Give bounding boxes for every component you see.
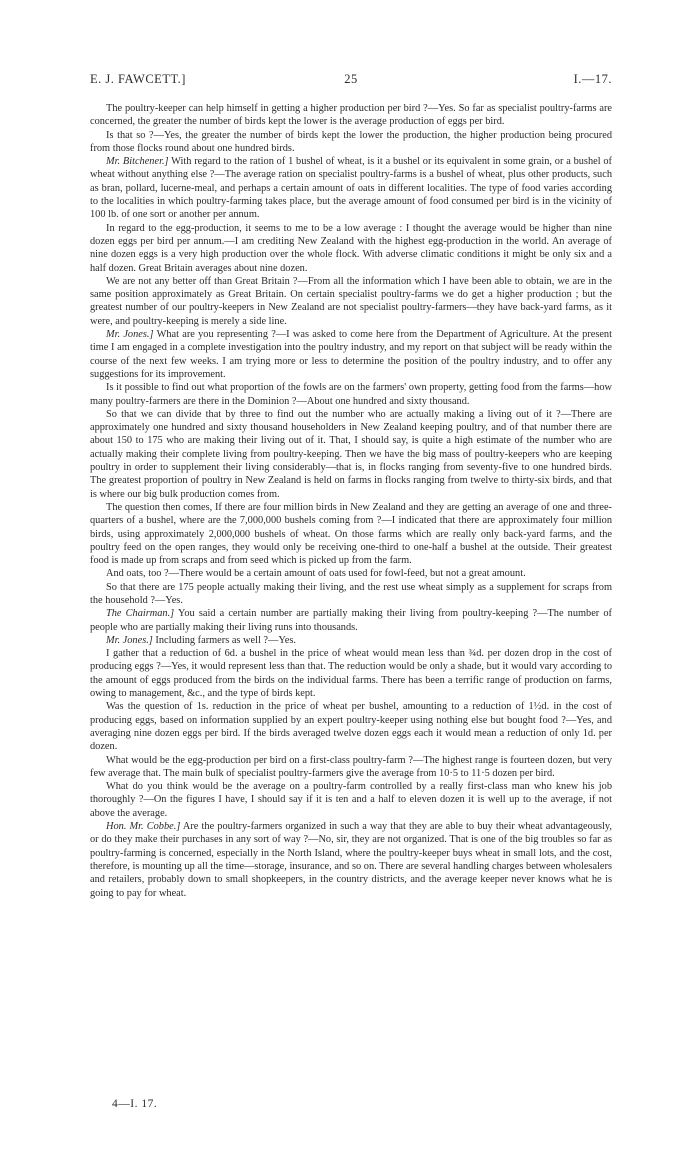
paragraph-text: What would be the egg-production per bird on a first-class poultry-farm ?—The highest range is fourteen dozen, but very few average that. The main bulk of specialist poultry-farmers give the average from 10·5 to 11·5 dozen per bird. <box>90 754 612 779</box>
speaker-name: The Chairman.] <box>106 608 175 620</box>
speaker-name: Mr. Bitchener.] <box>106 156 169 168</box>
header-page-number: 25 <box>344 72 358 86</box>
paragraph-text: What are you representing ?—I was asked to come here from the Department of Agriculture. At the present time I am engaged in a complete investigation into the poultry industry, and my report on that subject will be ready within the course of the next few weeks. I am trying more or less to determine the position of the poultry industry, and to offer any suggestions for its improvement. <box>90 329 612 380</box>
paragraph-text: I gather that a reduction of 6d. a bushel in the price of wheat would mean less than ¾d. per dozen drop in the cost of producing eggs ?—Yes, it would represent less than that. The reduction would be only a shade, but it would vary according to the amount of eggs produced from the birds on the individual farms. There has been a terrific range of production on farms, owing to management, &c., and the type of birds kept. <box>90 648 612 700</box>
paragraph <box>90 607 612 634</box>
paragraph-text: Is it possible to find out what proportion of the fowls are on the farmers' own property, getting food from the farms—how many poultry-farmers are there in the Dominion ?—About one hundred and sixty thousand. <box>90 382 612 407</box>
page-footer-signature: 4—I. 17. <box>112 1098 158 1110</box>
paragraph <box>90 700 612 753</box>
speaker-name: Mr. Jones.] <box>106 634 153 646</box>
paragraph <box>90 102 612 129</box>
header-paper-reference: I.—17. <box>573 72 612 86</box>
paragraph-text: What do you think would be the average on a poultry-farm controlled by a really first-class man who knew his job thoroughly ?—On the figures I have, I should say if it is ten and a half to eleven dozen it is well up to the average, if not above the average. <box>90 781 612 819</box>
paragraph <box>90 408 612 501</box>
paragraph <box>90 780 612 820</box>
paragraph <box>90 222 612 275</box>
paragraph-text: In regard to the egg-production, it seems to me to be a low average : I thought the average would be higher than nine dozen eggs per bird per annum.—I am crediting New Zealand with the highest egg-production in the world. An average of nine dozen eggs is a very high production over the whole flock. With adverse climatic conditions it might be only six and a half dozen. Great Britain averages about nine dozen. <box>90 222 612 274</box>
paragraph <box>90 754 612 781</box>
paragraph <box>90 581 612 608</box>
paragraph <box>90 381 612 408</box>
speaker-name: Hon. Mr. Cobbe.] <box>106 821 181 833</box>
paragraph-text: Including farmers as well ?—Yes. <box>152 634 296 646</box>
paragraph <box>90 328 612 381</box>
paragraph-text: Was the question of 1s. reduction in the price of wheat per bushel, amounting to a reduction of 1½d. in the cost of producing eggs, based on information supplied by an expert poultry-keeper using nothing else but bought food ?—Yes, and averaging nine dozen eggs per bird. If the birds averaged twelve dozen eggs each it would mean a reduction of only 1d. per dozen. <box>90 701 612 753</box>
speaker-name: Mr. Jones.] <box>106 329 154 341</box>
paragraph <box>90 647 612 700</box>
paragraph-text: With regard to the ration of 1 bushel of wheat, is it a bushel or its equivalent in some grain, or a bushel of wheat without anything else ?—The average ration on specialist poultry-farms is a bushel of wheat, plus other products, such as bran, pollard, lucerne-meal, and perhaps a certain amount of oats in different localities. The type of food varies according to the localities in which poultry-farming takes place, but the average amount of food consumed per bird is in the vicinity of 100 lb. of one sort or another per annum. <box>90 156 613 221</box>
paragraph <box>90 501 612 567</box>
paragraph-text: Is that so ?—Yes, the greater the number of birds kept the lower the production, the higher production being procured from those flocks round about one hundred birds. <box>90 129 612 154</box>
paragraph <box>90 155 612 221</box>
evidence-body <box>90 102 612 900</box>
paragraph <box>90 567 612 580</box>
paragraph-text: Are the poultry-farmers organized in such a way that they are able to buy their wheat advantageously, or do they make their purchases in any sort of way ?—No, sir, they are not organized. That is one of the big troubles so far as poultry-farming is concerned, especially in the North Island, where the poultry-keeper buys wheat in small lots, and the cost, therefore, is mounting up all the time—storage, insurance, and so on. There are several handling charges between wholesalers and retailers, probably down to small shopkeepers, in the country districts, and the average keeper never knows what he is going to pay for wheat. <box>90 821 612 899</box>
paragraph-text: So that we can divide that by three to find out the number who are actually making a living out of it ?—There are approximately one hundred and sixty thousand householders in New Zealand keeping poultry, and of that number there are about 150 to 175 who are making their living out of it. That, I should say, is quite a high estimate of the number who are actually making their complete living from poultry-keeping. Then we have the big mass of poultry-keepers who are keeping poultry in order to supplement their living considerably—that is, in flocks ranging from seventy-five to one hundred birds. The greatest proportion of poultry in New Zealand is held on farms in flocks ranging from twelve to thirty-six birds, and that is where our big bulk production comes from. <box>90 408 612 500</box>
paragraph-text: The question then comes, If there are four million birds in New Zealand and they are getting an average of one and three-quarters of a bushel, where are the 7,000,000 bushels coming from ?—I indicated that there are approximately four million birds, using approximately 2,000,000 bushels of wheat. On those farms which are really only back-yard farms, and the poultry feed on the open ranges, they would only be receiving one-third to one-half a bushel at the outside. Their greatest food is made up from scraps and from seed which is picked up from the farm. <box>90 501 612 567</box>
paragraph <box>90 634 612 647</box>
paragraph-text: You said a certain number are partially making their living from poultry-keeping ?—The number of people who are partially making their living runs into thousands. <box>90 608 612 633</box>
paragraph-text: So that there are 175 people actually making their living, and the rest use wheat simply as a supplement for scraps from the household ?—Yes. <box>90 581 612 606</box>
paragraph-text: We are not any better off than Great Britain ?—From all the information which I have been able to obtain, we are in the same position approximately as Great Britain. On certain specialist poultry-farms we do get a higher production ; but the greatest number of our poultry-keepers in New Zealand are not specialist poultry-farmers—they have back-yard farms, as it were, and poultry-keeping is merely a side line. <box>90 275 612 327</box>
paragraph <box>90 820 612 900</box>
paragraph-text: The poultry-keeper can help himself in getting a higher production per bird ?—Yes. So far as specialist poultry-farms are concerned, the greater the number of birds kept the lower is the average production of eggs per bird. <box>90 103 612 128</box>
paragraph <box>90 275 612 328</box>
header-witness-name: E. J. FAWCETT.] <box>90 72 186 86</box>
paragraph <box>90 129 612 156</box>
paragraph-text: And oats, too ?—There would be a certain amount of oats used for fowl-feed, but not a great amount. <box>106 568 526 580</box>
